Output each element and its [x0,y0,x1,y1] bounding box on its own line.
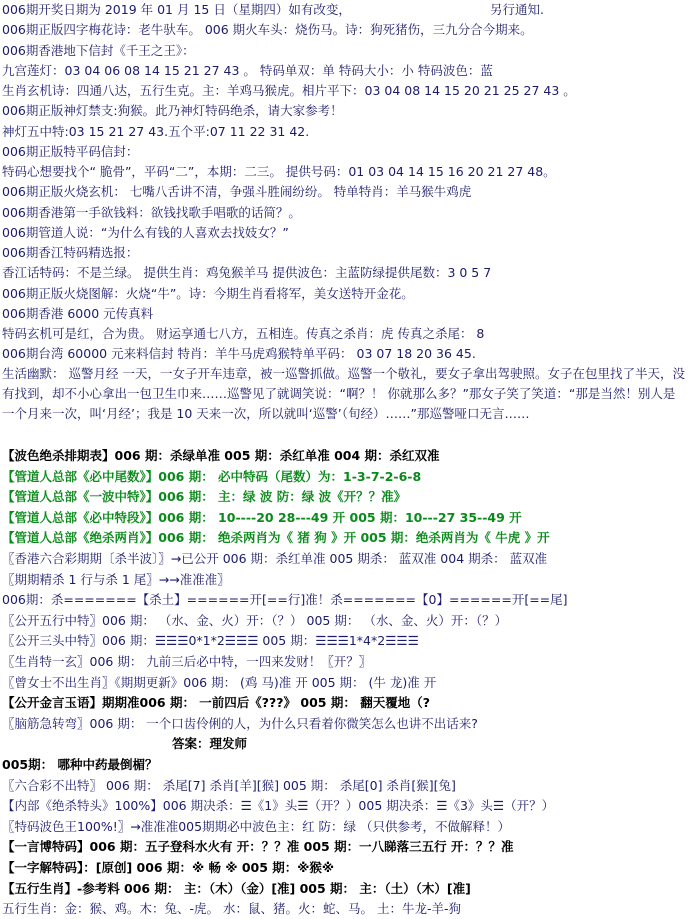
bottom-row-text: 答案：理发师 [172,736,248,752]
bottom-row [2,528,550,548]
fax-title [2,304,153,324]
bottom-row [2,631,419,651]
xiangjiang-title [2,243,138,263]
poem-text: 006期正版四字梅花诗：老牛驮车。 006 期火车头：烧伤马。诗：狗死猪伤，三九分合今期来。 [2,22,533,37]
bottom-row-text: 【管道人总部《一波中特》】006 期： 主：绿 波 防：绿 波《开？？准》 [2,489,407,505]
fax-text: 特码玄机可是红，合为贵。 财运享通七八方，五相连。传真之杀肖：虎 传真之杀尾： 8 [2,326,485,341]
bottom-row [172,734,247,754]
five-special-line [2,122,309,142]
fax-title-text: 006期香港 6000 元传真料 [2,306,154,321]
bottom-row [2,508,522,528]
bottom-row-text: 【五行生肖】-参考料 006 期： 主：（木）（金）[准] 005 期： 主：（土）（木）[准] [2,880,471,896]
pipe-man-text: 006期管道人说：“为什么有钱的人喜欢去找妓女？” [2,225,289,240]
bottom-row [2,487,406,507]
bottom-row-text: 〖公开三头中特〗006 期：☰☰☰0*1*2☰☰☰ 005 期：☰☰☰1*4*2☰☰☰ [2,633,419,649]
bottom-row [2,899,461,919]
lantern-text: 九宫莲灯：03 04 06 08 14 15 21 27 43 。 特码单双：单 特码大小：小 特码波色：蓝 [2,63,493,78]
notice-text: 另行通知. [490,2,544,17]
god-lamp-line [2,101,343,121]
bottom-row-text: 【一字解特码】：[原创] 006 期：※ 畅 ※ 005 期：※猴※ [2,860,335,875]
joke-paragraph: 生活幽默： 巡警月经 一天，一女子开车违章，被一巡警抓做。巡警一个敬礼，要女子拿出驾驶照。女子在包里找了半天，没有找到，却不小心拿出一包卫生巾来……巡警见了就调笑说：“啊？！ 你就那么多？”那女子笑了笑道：“那是当然！别人是一个月来一次，叫‘月经’；我是 10 天来一次，所以就叫‘巡警’（旬经）……”那巡警哑口无言…… [2,366,685,421]
bottom-row-text: 【管道人总部《必中尾数》】006 期： 必中特码（尾数）为：1-3-7-2-6-8 [2,468,422,484]
xiangjiang-line [2,263,491,283]
special-code-text: 特码心想要找个“ 脆骨”，平码“二”，本期：二三。 提供号码：01 03 04 14 15 16 20 21 27 48。 [2,164,556,179]
bottom-row [2,776,456,796]
fax-line [2,324,484,344]
bottom-row-text: 〖脑筋急转弯〗006 期： 一个口齿伶俐的人，为什么只看着你微笑怎么也讲不出话来? [2,715,478,731]
bottom-row [2,714,478,734]
bottom-row-text: 〖公开五行中特〗006 期： （水、金、火）开：（？） 005 期： （水、金、火）开：（？） [2,612,508,628]
zodiac-text: 生肖玄机诗：四通八达，五行生克。主：羊鸡马猴虎。相片平下：03 04 08 14 15 20 21 25 27 43 。 [2,83,576,98]
bottom-row [2,858,334,878]
bottom-row [2,652,371,672]
bottom-row-text: 【管道人总部《必中特段》】006 期： 10----20 28---49 开 005 期：10---27 35--49 开 [2,509,522,525]
bottom-row-text: 005期： 哪种中药最倒楣？ [2,757,158,772]
fire-mystery-text: 006期正版火烧玄机： 七嘴八舌讲不清，争强斗胜闹纷纷。 特单特肖：羊马猴牛鸡虎 [2,184,472,199]
envelope-title-text: 006期香港地下信封《千王之王》： [2,43,195,58]
god-lamp-text: 006期正版神灯禁支:狗猴。此乃神灯特码绝杀，请大家参考！ [2,103,343,118]
fire-diagram-text: 006期正版火烧图解：火烧“牛”。诗：今期生肖看将军，美女送特开金花。 [2,286,414,301]
bottom-row-text: 【一言博特码】006 期：五子登科水火有 开：？？准 005 期：一八睇落三五行 开：？？准 [2,839,514,855]
zodiac-line [2,81,576,101]
bottom-row [2,570,230,590]
bottom-row-text: 【公开金言玉语】期期准006 期： 一前四后《???》 005 期： 翻天覆地（? [2,695,430,711]
taiwan-line [2,344,476,364]
poem-line [2,20,533,40]
bottom-row-text: 【管道人总部《绝杀两肖》】006 期： 绝杀两肖为《 猪 狗 》开 005 期：绝杀两肖为《 牛虎 》开 [2,530,550,546]
bottom-row [2,817,510,837]
bottom-row [2,837,513,857]
bottom-row [2,796,554,816]
bottom-row-text: 五行生肖：金：猴、鸡。木：兔、-虎。 水：鼠、猪。火：蛇、马。 土：牛龙-羊-狗 [2,901,461,917]
bottom-row-text: 【波色绝杀排期表】006 期：杀绿单准 005 期：杀红单准 004 期：杀红双准 [2,448,440,463]
five-special-text: 神灯五中特:03 15 21 27 43.五个平:07 11 22 31 42. [2,124,310,139]
special-code-line [2,162,556,182]
hk-first-text: 006期香港第一手欲钱料：欲钱找歌手唱歌的话简？。 [2,205,301,220]
hk-first-line [2,203,301,223]
taiwan-text: 006期台湾 60000 元来料信封 特肖：羊牛马虎鸡猴特单平码： 03 07 18 20 36 45. [2,346,476,361]
bottom-row-text: 〖六合彩不出特〗 006 期： 杀尾[7] 杀肖[羊][猴] 005 期： 杀尾[0] 杀肖[猴][兔] [2,777,456,793]
bottom-row [2,879,471,899]
date-line [2,0,544,20]
bottom-row [2,673,436,693]
pipe-man-line [2,223,289,243]
envelope-title [2,41,195,61]
bottom-row-text: 〖生肖特一玄〗006 期： 九前三后必中特，一四来发财！〖开？〗 [2,654,372,669]
bottom-row-text: 〖期期精杀 1 行与杀 1 尾〗→→准准准〗 [2,571,230,587]
envelope2-text: 006期正版特平码信封： [2,144,139,159]
bottom-row [2,611,507,631]
envelope2-title [2,142,138,162]
bottom-row [2,549,547,569]
fire-mystery-line [2,182,471,202]
xiangjiang-title-text: 006期香江特码精选报： [2,245,139,260]
date-text: 006期开奖日期为 2019 年 01 月 15 日（星期四）如有改变， [2,2,351,17]
bottom-row [2,590,568,610]
bottom-row [2,755,157,775]
lantern-line [2,61,493,81]
bottom-row-text: 〖特码波色王100%!〗→准准准005期期必中波色主：红 防：绿 （只供参考，不做解释！） [2,818,511,834]
bottom-row [2,467,421,487]
bottom-row-text: 【内部《绝杀特头》100%】006 期决杀：☰《1》头☰（开？）005 期决杀：☰《3》头☰（开？） [2,798,555,814]
bottom-row [2,693,430,713]
bottom-row [2,446,440,466]
fire-diagram-line [2,284,414,304]
bottom-row-text: 〖香港六合彩期期〔杀半波〕〗→已公开 006 期：杀红单准 005 期杀： 蓝双准 004 期杀： 蓝双准 [2,551,548,566]
bottom-row-text: 〖曾女士不出生肖〗《期期更新》006 期： (鸡 马)准 开 005 期： (牛 龙)准 开 [2,674,437,690]
xiangjiang-text: 香江话特码：不是兰绿。 提供生肖：鸡兔猴羊马 提供波色：主蓝防绿提供尾数：3 0 5 7 [2,265,492,280]
bottom-row-text: 006期：杀=======【杀土】======开[==行]准！杀=======【0】======开[==尾] [2,592,568,608]
